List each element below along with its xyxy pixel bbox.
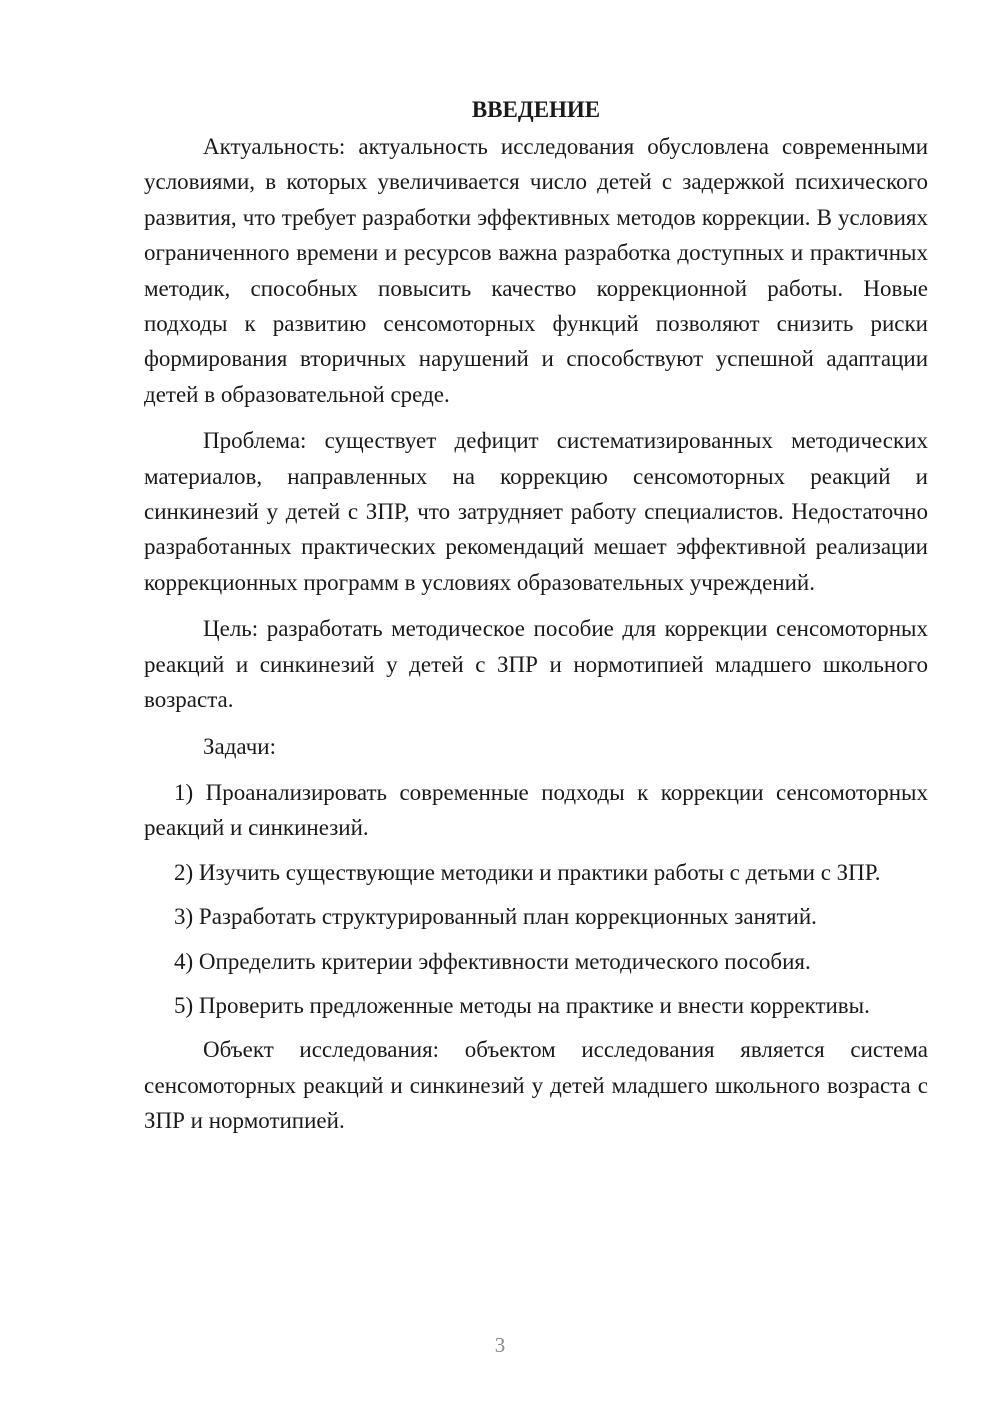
- task-item-4: 4) Определить критерии эффективности методического пособия.: [174, 948, 811, 974]
- task-item-3: 3) Разработать структурированный план коррекционных занятий.: [174, 904, 817, 930]
- goal-paragraph: Цель: разработать методическое пособие для коррекции сенсомоторных реакций и синкинезий у детей с ЗПР и нормотипией младшего школьного возраста.: [144, 616, 928, 713]
- task-item-2: 2) Изучить существующие методики и практики работы с детьми с ЗПР.: [174, 859, 881, 885]
- page-number: 3: [494, 1333, 506, 1357]
- tasks-heading: Задачи:: [203, 733, 276, 759]
- task-item-1: 1) Проанализировать современные подходы к коррекции сенсомоторных реакций и синкинезий.: [144, 779, 928, 841]
- page-content: [144, 92, 928, 1150]
- relevance-paragraph: Актуальность: актуальность исследования обусловлена современными условиями, в которых увеличивается число детей с задержкой психического развития, что требует разработки эффективных методов коррекции. В условиях ограниченного времени и ресурсов важна разработка доступных и практичных методик, способных повысить качество коррекционной работы. Новые подходы к развитию сенсомоторных функций позволяют снизить риски формирования вторичных нарушений и способствуют успешной адаптации детей в образовательной среде.: [144, 134, 928, 407]
- problem-paragraph: Проблема: существует дефицит систематизированных методических материалов, направленных на коррекцию сенсомоторных реакций и синкинезий у детей с ЗПР, что затрудняет работу специалистов. Недостаточно разработанных практических рекомендаций мешает эффективной реализации коррекционных программ в условиях образовательных учреждений.: [144, 428, 928, 595]
- section-title: ВВЕДЕНИЕ: [471, 97, 601, 122]
- task-item-5: 5) Проверить предложенные методы на практике и внести коррективы.: [174, 992, 870, 1018]
- object-paragraph: Объект исследования: объектом исследования является система сенсомоторных реакций и синкинезий у детей младшего школьного возраста с ЗПР и нормотипией.: [144, 1037, 928, 1134]
